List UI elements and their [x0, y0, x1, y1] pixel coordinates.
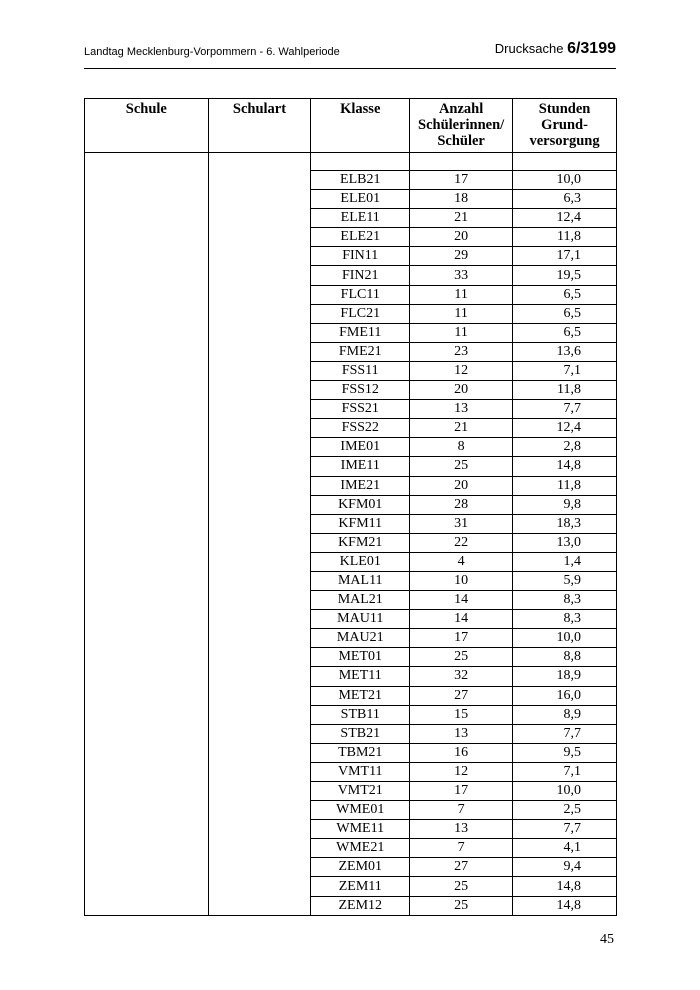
cell-anzahl: 7 [410, 839, 513, 858]
cell-anzahl: 21 [410, 419, 513, 438]
table-row [85, 495, 617, 514]
cell-anzahl: 16 [410, 743, 513, 762]
cell-anzahl: 20 [410, 476, 513, 495]
cell-anzahl: 13 [410, 724, 513, 743]
cell-stunden: 10,0 [513, 171, 617, 190]
cell-klasse: ELE21 [311, 228, 410, 247]
cell-klasse: FSS22 [311, 419, 410, 438]
cell-schulart [208, 381, 311, 400]
cell-schule [85, 839, 209, 858]
cell-klasse: VMT11 [311, 762, 410, 781]
cell-schule [85, 419, 209, 438]
cell-anzahl: 32 [410, 667, 513, 686]
col-header-anzahl-line: Schülerinnen/ [418, 117, 505, 133]
col-header-stunden-line: versorgung [529, 133, 600, 149]
cell-schule [85, 648, 209, 667]
cell-stunden: 14,8 [513, 896, 617, 915]
cell-anzahl: 25 [410, 648, 513, 667]
cell-schulart [208, 629, 311, 648]
cell-anzahl: 14 [410, 591, 513, 610]
cell-stunden: 13,6 [513, 342, 617, 361]
header-document-number [495, 40, 616, 58]
table-row [85, 323, 617, 342]
cell-stunden: 9,5 [513, 743, 617, 762]
cell-anzahl: 11 [410, 285, 513, 304]
cell-schule [85, 514, 209, 533]
table-row [85, 648, 617, 667]
col-header-anzahl-line: Anzahl [438, 101, 484, 117]
cell-klasse: TBM21 [311, 743, 410, 762]
table-row [85, 361, 617, 380]
table-row [85, 629, 617, 648]
cell-klasse: IME21 [311, 476, 410, 495]
cell-schulart [208, 361, 311, 380]
cell-schulart [208, 801, 311, 820]
cell-klasse: FIN21 [311, 266, 410, 285]
header-drucksache-label: Drucksache [494, 41, 564, 56]
cell-klasse: ELE11 [311, 209, 410, 228]
cell-anzahl: 20 [410, 381, 513, 400]
cell-schulart [208, 724, 311, 743]
cell-stunden: 19,5 [513, 266, 617, 285]
cell-schule [85, 724, 209, 743]
cell-anzahl: 11 [410, 304, 513, 323]
cell-stunden: 12,4 [513, 419, 617, 438]
cell-anzahl: 31 [410, 514, 513, 533]
cell-schulart [208, 571, 311, 590]
cell-schule [85, 591, 209, 610]
cell-schulart [208, 476, 311, 495]
col-header-stunden-line: Stunden [538, 101, 591, 117]
cell-stunden: 14,8 [513, 457, 617, 476]
table-row [85, 762, 617, 781]
cell-klasse: FSS12 [311, 381, 410, 400]
table-row [85, 457, 617, 476]
cell-anzahl: 14 [410, 610, 513, 629]
cell-anzahl: 33 [410, 266, 513, 285]
cell-stunden: 17,1 [513, 247, 617, 266]
cell-stunden: 7,1 [513, 361, 617, 380]
cell-stunden: 7,7 [513, 724, 617, 743]
cell-klasse: KLE01 [311, 552, 410, 571]
cell-schulart [208, 839, 311, 858]
cell-schule [85, 323, 209, 342]
cell-schulart [208, 323, 311, 342]
cell-anzahl: 11 [410, 323, 513, 342]
cell-stunden: 6,3 [513, 190, 617, 209]
cell-stunden: 8,3 [513, 610, 617, 629]
cell-klasse: MET01 [311, 648, 410, 667]
cell-schule [85, 610, 209, 629]
cell-klasse: IME11 [311, 457, 410, 476]
cell-anzahl: 13 [410, 400, 513, 419]
cell-schule [85, 171, 209, 190]
spacer-cell [208, 153, 311, 171]
cell-stunden: 5,9 [513, 571, 617, 590]
cell-stunden: 6,5 [513, 304, 617, 323]
cell-schule [85, 266, 209, 285]
cell-schule [85, 801, 209, 820]
cell-schulart [208, 610, 311, 629]
table-row [85, 724, 617, 743]
cell-schulart [208, 190, 311, 209]
cell-klasse: MAU21 [311, 629, 410, 648]
cell-schule [85, 858, 209, 877]
cell-schulart [208, 457, 311, 476]
cell-schule [85, 400, 209, 419]
cell-stunden: 8,9 [513, 705, 617, 724]
cell-schule [85, 381, 209, 400]
cell-schulart [208, 533, 311, 552]
page-header [84, 40, 616, 69]
cell-anzahl: 17 [410, 171, 513, 190]
cell-schulart [208, 228, 311, 247]
cell-anzahl: 12 [410, 762, 513, 781]
cell-klasse: FSS11 [311, 361, 410, 380]
cell-klasse: KFM21 [311, 533, 410, 552]
cell-schulart [208, 209, 311, 228]
cell-schule [85, 304, 209, 323]
table-row [85, 552, 617, 571]
table-row [85, 304, 617, 323]
cell-stunden: 6,5 [513, 323, 617, 342]
cell-stunden: 8,3 [513, 591, 617, 610]
cell-schulart [208, 400, 311, 419]
cell-anzahl: 29 [410, 247, 513, 266]
table-row [85, 533, 617, 552]
cell-klasse: WME11 [311, 820, 410, 839]
cell-schulart [208, 514, 311, 533]
col-header-anzahl [410, 99, 513, 153]
cell-stunden: 7,7 [513, 400, 617, 419]
cell-stunden: 7,7 [513, 820, 617, 839]
cell-stunden: 4,1 [513, 839, 617, 858]
cell-stunden: 10,0 [513, 629, 617, 648]
cell-schule [85, 190, 209, 209]
table-row [85, 266, 617, 285]
cell-stunden: 7,1 [513, 762, 617, 781]
cell-schule [85, 247, 209, 266]
cell-stunden: 9,4 [513, 858, 617, 877]
cell-schule [85, 896, 209, 915]
cell-schulart [208, 877, 311, 896]
cell-anzahl: 28 [410, 495, 513, 514]
cell-stunden: 13,0 [513, 533, 617, 552]
cell-klasse: ZEM11 [311, 877, 410, 896]
cell-schulart [208, 820, 311, 839]
cell-schule [85, 877, 209, 896]
cell-schulart [208, 495, 311, 514]
cell-klasse: FSS21 [311, 400, 410, 419]
cell-klasse: KFM11 [311, 514, 410, 533]
cell-schule [85, 285, 209, 304]
col-header-stunden [513, 99, 617, 153]
cell-schule [85, 209, 209, 228]
cell-klasse: KFM01 [311, 495, 410, 514]
cell-schule [85, 705, 209, 724]
cell-anzahl: 20 [410, 228, 513, 247]
cell-schulart [208, 266, 311, 285]
cell-schulart [208, 858, 311, 877]
col-header-schulart: Schulart [208, 99, 311, 153]
table-row [85, 381, 617, 400]
table-row [85, 839, 617, 858]
table-row [85, 171, 617, 190]
table-row [85, 705, 617, 724]
cell-klasse: ZEM12 [311, 896, 410, 915]
cell-anzahl: 21 [410, 209, 513, 228]
table-row [85, 438, 617, 457]
cell-schule [85, 361, 209, 380]
cell-schulart [208, 743, 311, 762]
cell-schule [85, 438, 209, 457]
cell-stunden: 11,8 [513, 476, 617, 495]
cell-anzahl: 8 [410, 438, 513, 457]
cell-klasse: STB11 [311, 705, 410, 724]
cell-schule [85, 228, 209, 247]
cell-klasse: ELE01 [311, 190, 410, 209]
cell-schulart [208, 648, 311, 667]
cell-schule [85, 533, 209, 552]
cell-stunden: 11,8 [513, 381, 617, 400]
cell-schulart [208, 762, 311, 781]
spacer-cell [410, 153, 513, 171]
cell-schulart [208, 438, 311, 457]
cell-klasse: VMT21 [311, 782, 410, 801]
table-row [85, 801, 617, 820]
cell-klasse: MAL21 [311, 591, 410, 610]
cell-anzahl: 7 [410, 801, 513, 820]
table-row [85, 877, 617, 896]
cell-anzahl: 25 [410, 896, 513, 915]
cell-schule [85, 782, 209, 801]
table-row [85, 514, 617, 533]
header-drucksache-number: 6/3199 [567, 40, 616, 57]
cell-stunden: 11,8 [513, 228, 617, 247]
cell-anzahl: 27 [410, 858, 513, 877]
col-header-stunden-line: Grund- [541, 117, 588, 133]
cell-klasse: IME01 [311, 438, 410, 457]
cell-klasse: MET11 [311, 667, 410, 686]
table-row [85, 190, 617, 209]
cell-stunden: 10,0 [513, 782, 617, 801]
table-row [85, 228, 617, 247]
table-row [85, 782, 617, 801]
col-header-anzahl-line: Schüler [437, 133, 485, 149]
cell-klasse: MAU11 [311, 610, 410, 629]
cell-schulart [208, 171, 311, 190]
cell-klasse: WME21 [311, 839, 410, 858]
cell-anzahl: 4 [410, 552, 513, 571]
table-row [85, 591, 617, 610]
cell-anzahl: 18 [410, 190, 513, 209]
cell-schule [85, 667, 209, 686]
cell-klasse: FIN11 [311, 247, 410, 266]
table-spacer-row [85, 153, 617, 171]
cell-anzahl: 23 [410, 342, 513, 361]
col-header-klasse: Klasse [311, 99, 410, 153]
cell-schule [85, 342, 209, 361]
cell-klasse: FLC11 [311, 285, 410, 304]
cell-klasse: FME21 [311, 342, 410, 361]
cell-anzahl: 17 [410, 629, 513, 648]
col-header-schule: Schule [85, 99, 209, 153]
cell-schulart [208, 419, 311, 438]
spacer-cell [85, 153, 209, 171]
cell-stunden: 18,9 [513, 667, 617, 686]
table-row [85, 667, 617, 686]
table-row [85, 610, 617, 629]
cell-anzahl: 10 [410, 571, 513, 590]
page-number: 45 [600, 932, 614, 947]
cell-anzahl: 12 [410, 361, 513, 380]
cell-schule [85, 552, 209, 571]
table-row [85, 247, 617, 266]
cell-schule [85, 495, 209, 514]
cell-anzahl: 22 [410, 533, 513, 552]
table-row [85, 686, 617, 705]
cell-anzahl: 27 [410, 686, 513, 705]
cell-schulart [208, 591, 311, 610]
cell-schulart [208, 285, 311, 304]
spacer-cell [513, 153, 617, 171]
cell-schule [85, 743, 209, 762]
cell-stunden: 9,8 [513, 495, 617, 514]
cell-schulart [208, 782, 311, 801]
cell-schulart [208, 304, 311, 323]
table-row [85, 285, 617, 304]
cell-klasse: ZEM01 [311, 858, 410, 877]
cell-schule [85, 629, 209, 648]
table-row [85, 419, 617, 438]
cell-stunden: 1,4 [513, 552, 617, 571]
cell-schule [85, 762, 209, 781]
cell-klasse: MAL11 [311, 571, 410, 590]
table-row [85, 209, 617, 228]
cell-stunden: 8,8 [513, 648, 617, 667]
cell-schulart [208, 896, 311, 915]
table-row [85, 858, 617, 877]
table-row [85, 820, 617, 839]
cell-klasse: FME11 [311, 323, 410, 342]
cell-stunden: 14,8 [513, 877, 617, 896]
cell-klasse: MET21 [311, 686, 410, 705]
cell-anzahl: 13 [410, 820, 513, 839]
cell-stunden: 6,5 [513, 285, 617, 304]
cell-schulart [208, 552, 311, 571]
cell-schulart [208, 342, 311, 361]
cell-stunden: 12,4 [513, 209, 617, 228]
cell-anzahl: 17 [410, 782, 513, 801]
cell-schulart [208, 247, 311, 266]
cell-stunden: 16,0 [513, 686, 617, 705]
table-row [85, 342, 617, 361]
table-header-row [85, 99, 617, 153]
cell-stunden: 2,5 [513, 801, 617, 820]
table-row [85, 400, 617, 419]
cell-stunden: 18,3 [513, 514, 617, 533]
school-class-table [84, 98, 617, 916]
spacer-cell [311, 153, 410, 171]
cell-schule [85, 686, 209, 705]
cell-schule [85, 820, 209, 839]
table-row [85, 476, 617, 495]
table-row [85, 571, 617, 590]
cell-schulart [208, 686, 311, 705]
table-row [85, 896, 617, 915]
cell-anzahl: 15 [410, 705, 513, 724]
header-parliament: Landtag Mecklenburg-Vorpommern - 6. Wahlperiode [84, 46, 340, 58]
cell-klasse: WME01 [311, 801, 410, 820]
cell-schulart [208, 705, 311, 724]
cell-klasse: ELB21 [311, 171, 410, 190]
cell-schulart [208, 667, 311, 686]
table-row [85, 743, 617, 762]
cell-schule [85, 476, 209, 495]
cell-anzahl: 25 [410, 457, 513, 476]
cell-stunden: 2,8 [513, 438, 617, 457]
cell-klasse: STB21 [311, 724, 410, 743]
cell-schule [85, 457, 209, 476]
cell-anzahl: 25 [410, 877, 513, 896]
cell-klasse: FLC21 [311, 304, 410, 323]
cell-schule [85, 571, 209, 590]
